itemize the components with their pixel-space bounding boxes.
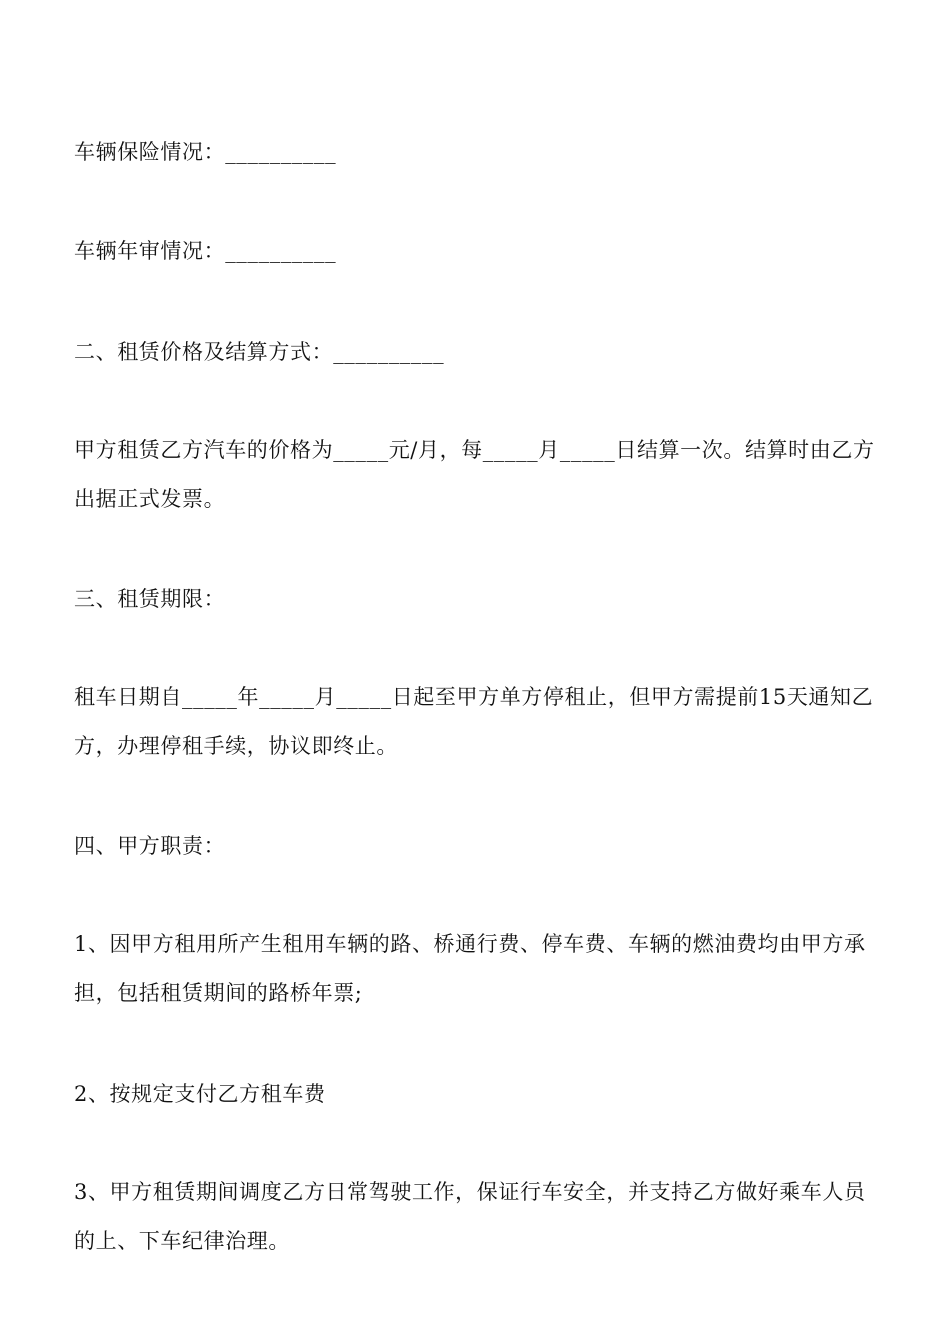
- duty-item-2: 2、按规定支付乙方租车费: [74, 1082, 326, 1106]
- price-paragraph: 甲方租赁乙方汽车的价格为_____元/月，每_____月_____日结算一次。结算时由乙方出据正式发票。: [74, 438, 875, 511]
- section-two-heading: 二、租赁价格及结算方式：__________: [74, 340, 445, 364]
- duty-item-3: 3、甲方租赁期间调度乙方日常驾驶工作，保证行车安全，并支持乙方做好乘车人员的上、下车纪律治理。: [74, 1180, 866, 1253]
- insurance-status-line: 车辆保险情况：__________: [74, 140, 337, 164]
- lease-term-paragraph: 租车日期自_____年_____月_____日起至甲方单方停租止，但甲方需提前15天通知乙方，办理停租手续，协议即终止。: [74, 685, 874, 758]
- section-three-heading: 三、租赁期限：: [74, 587, 226, 611]
- annual-inspection-line: 车辆年审情况：__________: [74, 239, 337, 263]
- duty-item-1: 1、因甲方租用所产生租用车辆的路、桥通行费、停车费、车辆的燃油费均由甲方承担，包括租赁期间的路桥年票;: [74, 932, 866, 1005]
- section-four-heading: 四、甲方职责：: [74, 834, 226, 858]
